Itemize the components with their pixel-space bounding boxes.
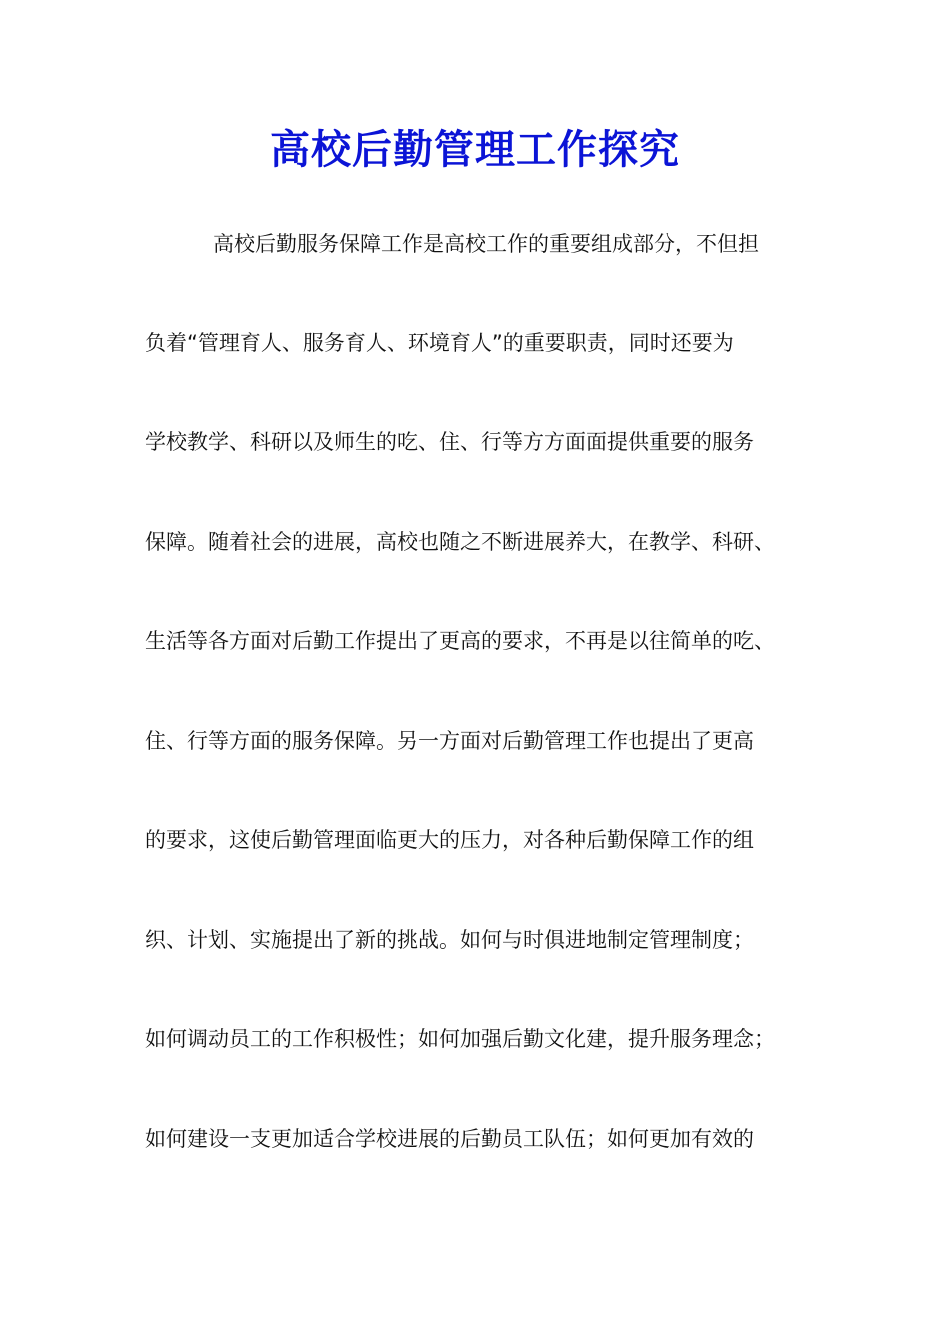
- paragraph-line-8: 织、计划、实施提出了新的挑战。如何与时俱进地制定管理制度；: [145, 928, 754, 952]
- paragraph-line-3: 学校教学、科研以及师生的吃、住、行等方方面面提供重要的服务: [145, 430, 754, 454]
- paragraph-line-7: 的要求，这使后勤管理面临更大的压力，对各种后勤保障工作的组: [145, 828, 754, 852]
- document-title: 高校后勤管理工作探究: [270, 126, 680, 173]
- paragraph-line-6: 住、行等方面的服务保障。另一方面对后勤管理工作也提出了更高: [145, 729, 754, 753]
- paragraph-line-9: 如何调动员工的工作积极性；如何加强后勤文化建，提升服务理念；: [145, 1027, 775, 1051]
- paragraph-line-5: 生活等各方面对后勤工作提出了更高的要求，不再是以往简单的吃、: [145, 629, 775, 653]
- paragraph-line-1: 高校后勤服务保障工作是高校工作的重要组成部分，不但担: [213, 232, 759, 256]
- paragraph-line-2: 负着“管理育人、服务育人、环境育人”的重要职责，同时还要为: [145, 331, 734, 355]
- paragraph-line-4: 保障。随着社会的进展，高校也随之不断进展养大，在教学、科研、: [145, 530, 775, 554]
- paragraph-line-10: 如何建设一支更加适合学校进展的后勤员工队伍；如何更加有效的: [145, 1127, 754, 1151]
